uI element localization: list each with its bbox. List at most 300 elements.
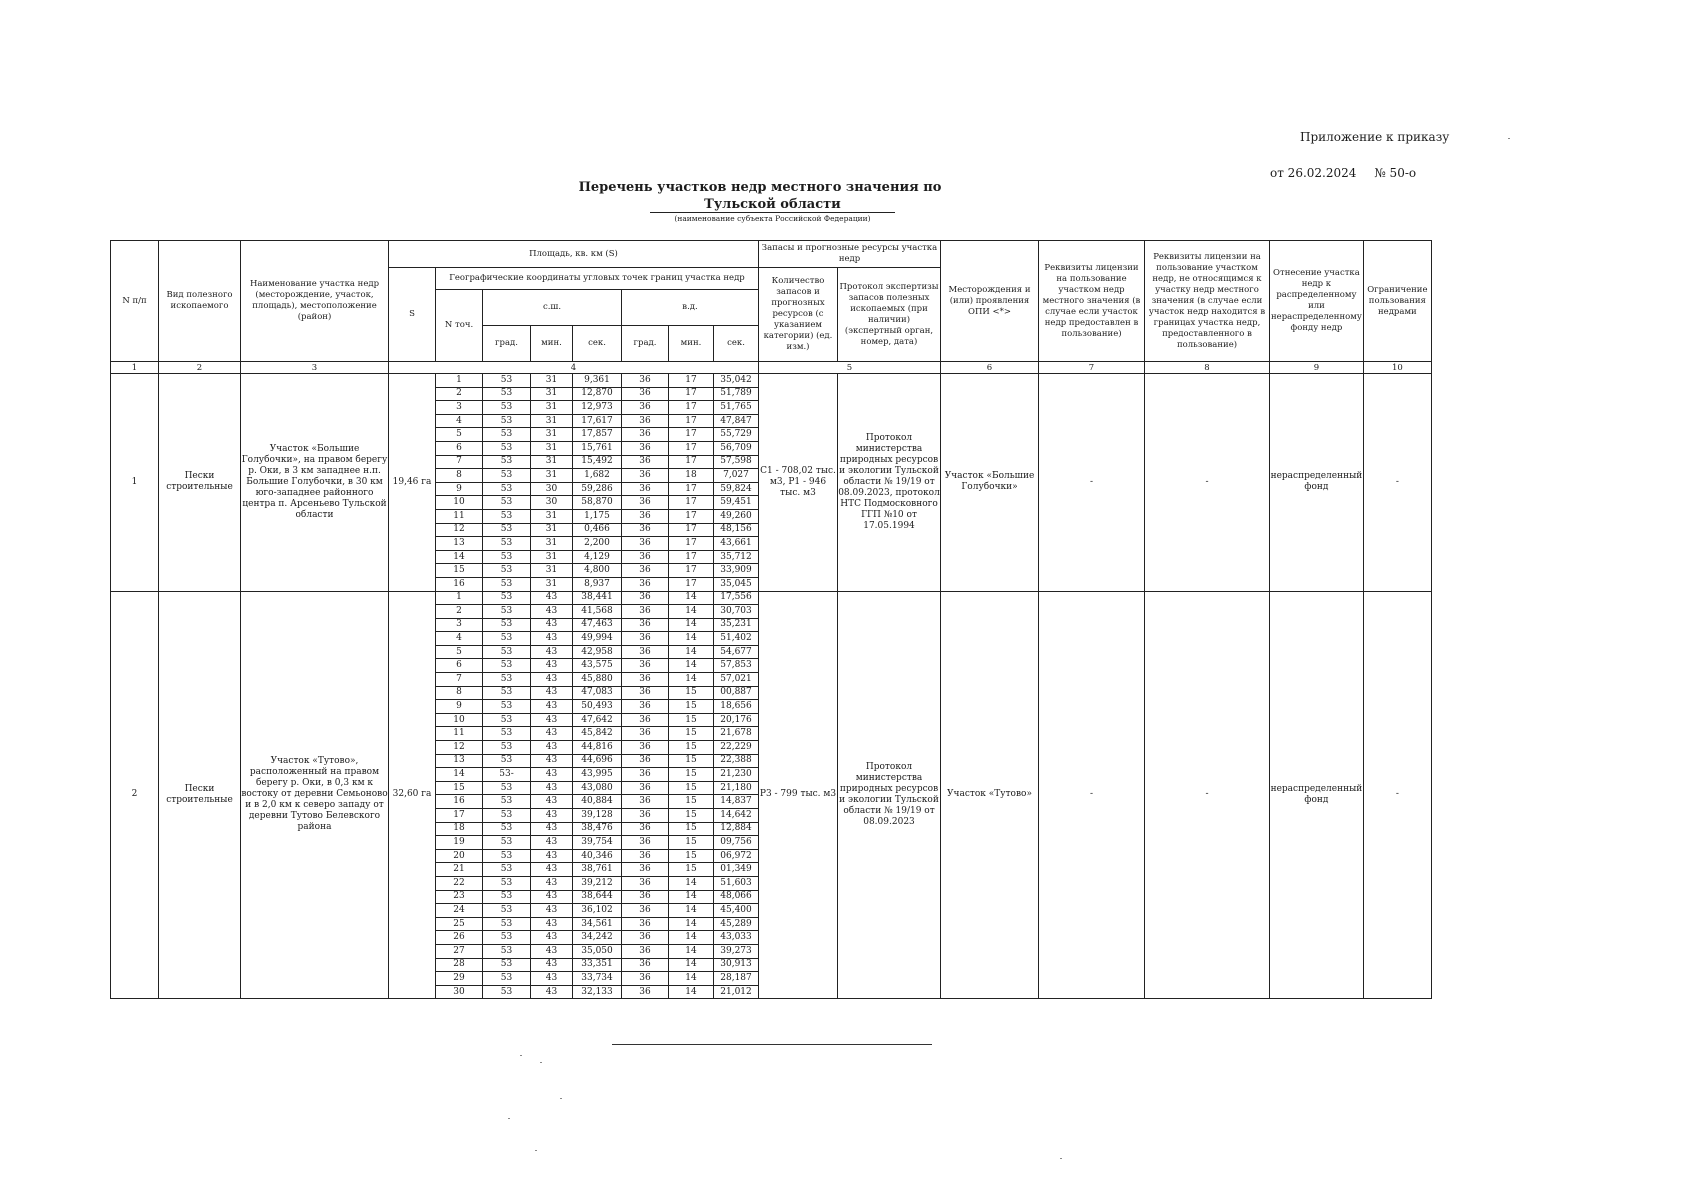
lon-seconds: 51,402: [714, 632, 759, 646]
lon-seconds: 28,187: [714, 972, 759, 986]
lon-minutes: 17: [669, 550, 714, 564]
column-number: 1: [111, 362, 159, 374]
lon-seconds: 57,598: [714, 455, 759, 469]
lon-minutes: 14: [669, 985, 714, 999]
lat-seconds: 2,200: [573, 537, 622, 551]
header-site-name: Наименование участка недр (месторождение, участок, площадь), местоположение (район): [241, 241, 389, 362]
lon-minutes: 17: [669, 496, 714, 510]
lon-seconds: 35,045: [714, 577, 759, 591]
lat-degrees: 53: [483, 673, 531, 687]
lat-seconds: 32,133: [573, 985, 622, 999]
lon-degrees: 36: [622, 591, 669, 605]
lat-minutes: 31: [531, 387, 573, 401]
lat-degrees: 53: [483, 537, 531, 551]
point-number: 16: [436, 577, 483, 591]
lon-degrees: 36: [622, 645, 669, 659]
lat-degrees: 53: [483, 917, 531, 931]
lat-degrees: 53: [483, 781, 531, 795]
lon-seconds: 18,656: [714, 700, 759, 714]
lon-seconds: 48,156: [714, 523, 759, 537]
appendix-label: Приложение к приказу: [1300, 130, 1450, 144]
lon-minutes: 15: [669, 727, 714, 741]
lat-degrees: 53: [483, 401, 531, 415]
lon-degrees: 36: [622, 577, 669, 591]
header-lon-sec: сек.: [714, 326, 759, 362]
lon-minutes: 14: [669, 659, 714, 673]
lon-degrees: 36: [622, 550, 669, 564]
lat-minutes: 43: [531, 659, 573, 673]
lat-minutes: 31: [531, 523, 573, 537]
lat-minutes: 43: [531, 972, 573, 986]
point-number: 1: [436, 591, 483, 605]
lat-degrees: 53: [483, 795, 531, 809]
lon-seconds: 45,289: [714, 917, 759, 931]
lat-minutes: 43: [531, 618, 573, 632]
plot-restrictions: -: [1363, 591, 1431, 999]
lon-seconds: 21,678: [714, 727, 759, 741]
lon-degrees: 36: [622, 741, 669, 755]
point-number: 24: [436, 904, 483, 918]
lat-seconds: 8,937: [573, 577, 622, 591]
lon-minutes: 17: [669, 537, 714, 551]
plot-license-within: -: [1039, 591, 1145, 999]
lat-seconds: 45,842: [573, 727, 622, 741]
point-number: 12: [436, 523, 483, 537]
lon-seconds: 35,231: [714, 618, 759, 632]
lon-minutes: 17: [669, 387, 714, 401]
lat-degrees: 53: [483, 985, 531, 999]
lat-seconds: 47,083: [573, 686, 622, 700]
lon-minutes: 17: [669, 441, 714, 455]
lat-degrees: 53: [483, 822, 531, 836]
lat-minutes: 43: [531, 944, 573, 958]
bottom-rule: [612, 1044, 932, 1045]
lat-seconds: 43,080: [573, 781, 622, 795]
document-title: Перечень участков недр местного значения по: [578, 180, 942, 195]
point-number: 15: [436, 781, 483, 795]
lat-minutes: 43: [531, 645, 573, 659]
lon-minutes: 15: [669, 741, 714, 755]
lat-seconds: 38,476: [573, 822, 622, 836]
lat-seconds: 44,816: [573, 741, 622, 755]
lat-degrees: 53: [483, 523, 531, 537]
lat-degrees: 53: [483, 686, 531, 700]
plot-mineral: Пески строительные: [159, 374, 241, 592]
lon-seconds: 49,260: [714, 509, 759, 523]
plot-number: 1: [111, 374, 159, 592]
lon-degrees: 36: [622, 414, 669, 428]
lat-seconds: 43,995: [573, 768, 622, 782]
lat-degrees: 53: [483, 727, 531, 741]
lat-degrees: 53: [483, 713, 531, 727]
lon-seconds: 59,451: [714, 496, 759, 510]
lat-minutes: 43: [531, 686, 573, 700]
lon-degrees: 36: [622, 509, 669, 523]
lat-seconds: 36,102: [573, 904, 622, 918]
lon-degrees: 36: [622, 727, 669, 741]
lat-degrees: 53: [483, 904, 531, 918]
lat-seconds: 34,561: [573, 917, 622, 931]
point-number: 20: [436, 849, 483, 863]
lon-seconds: 59,824: [714, 482, 759, 496]
lon-minutes: 17: [669, 428, 714, 442]
column-number: 8: [1145, 362, 1270, 374]
lat-degrees: 53: [483, 374, 531, 388]
lon-degrees: 36: [622, 537, 669, 551]
lon-seconds: 47,847: [714, 414, 759, 428]
lat-seconds: 35,050: [573, 944, 622, 958]
lon-degrees: 36: [622, 455, 669, 469]
lat-degrees: 53: [483, 414, 531, 428]
point-number: 5: [436, 428, 483, 442]
lat-seconds: 40,884: [573, 795, 622, 809]
lon-degrees: 36: [622, 836, 669, 850]
lon-seconds: 21,230: [714, 768, 759, 782]
table-row: [111, 591, 1432, 605]
lat-seconds: 33,351: [573, 958, 622, 972]
lat-minutes: 43: [531, 958, 573, 972]
plot-deposit: Участок «Большие Голубочки»: [941, 374, 1039, 592]
point-number: 10: [436, 713, 483, 727]
lat-degrees: 53: [483, 632, 531, 646]
header-mineral: Вид полезного ископаемого: [159, 241, 241, 362]
lon-degrees: 36: [622, 713, 669, 727]
lon-minutes: 15: [669, 754, 714, 768]
column-number: 7: [1039, 362, 1145, 374]
lat-minutes: 43: [531, 836, 573, 850]
lon-minutes: 15: [669, 849, 714, 863]
point-number: 10: [436, 496, 483, 510]
lat-seconds: 38,644: [573, 890, 622, 904]
lat-seconds: 39,128: [573, 809, 622, 823]
table-body: [111, 362, 1432, 999]
point-number: 2: [436, 605, 483, 619]
point-number: 21: [436, 863, 483, 877]
lat-seconds: 33,734: [573, 972, 622, 986]
lat-degrees: 53: [483, 509, 531, 523]
plot-license-within: -: [1039, 374, 1145, 592]
lon-degrees: 36: [622, 876, 669, 890]
region-name: Тульской области: [650, 197, 895, 213]
lon-seconds: 20,176: [714, 713, 759, 727]
point-number: 4: [436, 632, 483, 646]
header-point-blank: N точ.: [436, 290, 483, 362]
lon-minutes: 15: [669, 768, 714, 782]
column-number: 2: [159, 362, 241, 374]
lat-minutes: 43: [531, 985, 573, 999]
point-number: 13: [436, 537, 483, 551]
lon-seconds: 39,273: [714, 944, 759, 958]
lat-degrees: 53: [483, 836, 531, 850]
plot-area: 32,60 га: [389, 591, 436, 999]
header-lon-deg: град.: [622, 326, 669, 362]
lat-degrees: 53: [483, 387, 531, 401]
lat-seconds: 49,994: [573, 632, 622, 646]
header-lat-min: мин.: [531, 326, 573, 362]
lon-minutes: 15: [669, 781, 714, 795]
lat-minutes: 31: [531, 374, 573, 388]
point-number: 16: [436, 795, 483, 809]
lon-degrees: 36: [622, 605, 669, 619]
lon-degrees: 36: [622, 523, 669, 537]
lat-minutes: 43: [531, 713, 573, 727]
lat-seconds: 4,129: [573, 550, 622, 564]
lat-minutes: 43: [531, 917, 573, 931]
point-number: 8: [436, 686, 483, 700]
lat-seconds: 4,800: [573, 564, 622, 578]
lon-seconds: 48,066: [714, 890, 759, 904]
lon-minutes: 17: [669, 509, 714, 523]
column-number: 9: [1270, 362, 1364, 374]
lat-minutes: 31: [531, 455, 573, 469]
lon-degrees: 36: [622, 401, 669, 415]
lon-degrees: 36: [622, 917, 669, 931]
header-license-other: Реквизиты лицензии на пользование участком недр, не относящимся к участку недр местного значения (в случае если участок недр находится в границах участка недр, предоставленного в пользование): [1145, 241, 1270, 362]
lat-seconds: 15,761: [573, 441, 622, 455]
header-fund: Отнесение участка недр к распределенному или нераспределенному фонду недр: [1270, 241, 1364, 362]
lat-minutes: 31: [531, 469, 573, 483]
lat-degrees: 53: [483, 605, 531, 619]
lon-degrees: 36: [622, 374, 669, 388]
lon-seconds: 22,229: [714, 741, 759, 755]
lon-seconds: 56,709: [714, 441, 759, 455]
lon-minutes: 14: [669, 890, 714, 904]
lat-minutes: 43: [531, 890, 573, 904]
header-lat: с.ш.: [483, 290, 622, 326]
lat-minutes: 31: [531, 550, 573, 564]
lat-seconds: 47,463: [573, 618, 622, 632]
header-lon: в.д.: [622, 290, 759, 326]
point-number: 11: [436, 509, 483, 523]
lat-minutes: 43: [531, 754, 573, 768]
lat-minutes: 31: [531, 414, 573, 428]
point-number: 15: [436, 564, 483, 578]
lon-seconds: 51,789: [714, 387, 759, 401]
point-number: 14: [436, 768, 483, 782]
lon-seconds: 14,642: [714, 809, 759, 823]
lon-minutes: 17: [669, 455, 714, 469]
lon-minutes: 17: [669, 482, 714, 496]
lat-degrees: 53: [483, 700, 531, 714]
plot-number: 2: [111, 591, 159, 999]
point-number: 1: [436, 374, 483, 388]
lon-minutes: 14: [669, 972, 714, 986]
lat-degrees: 53: [483, 972, 531, 986]
point-number: 3: [436, 401, 483, 415]
scan-speck: [520, 1055, 522, 1056]
lon-minutes: 15: [669, 686, 714, 700]
lat-seconds: 9,361: [573, 374, 622, 388]
lat-seconds: 34,242: [573, 931, 622, 945]
lat-seconds: 17,857: [573, 428, 622, 442]
lat-degrees: 53: [483, 591, 531, 605]
lon-degrees: 36: [622, 754, 669, 768]
lat-minutes: 43: [531, 822, 573, 836]
plot-license-other: -: [1145, 591, 1270, 999]
lon-degrees: 36: [622, 659, 669, 673]
lat-minutes: 43: [531, 795, 573, 809]
point-number: 7: [436, 673, 483, 687]
scan-speck: [560, 1098, 562, 1099]
point-number: 17: [436, 809, 483, 823]
lat-minutes: 30: [531, 496, 573, 510]
lon-degrees: 36: [622, 781, 669, 795]
order-reference: [1270, 166, 1416, 180]
lon-minutes: 14: [669, 591, 714, 605]
lat-minutes: 43: [531, 781, 573, 795]
lon-seconds: 21,180: [714, 781, 759, 795]
lat-seconds: 38,441: [573, 591, 622, 605]
header-license-within: Реквизиты лицензии на пользование участком недр местного значения (в случае если участок недр предоставлен в пользование): [1039, 241, 1145, 362]
lat-seconds: 45,880: [573, 673, 622, 687]
lat-minutes: 43: [531, 849, 573, 863]
lat-minutes: 31: [531, 537, 573, 551]
point-number: 18: [436, 822, 483, 836]
header-lat-deg: град.: [483, 326, 531, 362]
plot-restrictions: -: [1363, 374, 1431, 592]
lat-minutes: 43: [531, 863, 573, 877]
lat-seconds: 12,870: [573, 387, 622, 401]
lon-degrees: 36: [622, 469, 669, 483]
plot-site-name: Участок «Большие Голубочки», на правом берегу р. Оки, в 3 км западнее н.п. Большие Голубочки, в 30 км юго-западнее районного центра п. Арсеньево Тульской области: [241, 374, 389, 592]
header-lon-min: мин.: [669, 326, 714, 362]
point-number: 3: [436, 618, 483, 632]
lon-minutes: 15: [669, 713, 714, 727]
lon-minutes: 15: [669, 836, 714, 850]
lon-degrees: 36: [622, 904, 669, 918]
point-number: 14: [436, 550, 483, 564]
plot-reserves-quantity: Р3 - 799 тыс. м3: [759, 591, 838, 999]
lon-minutes: 14: [669, 931, 714, 945]
lon-minutes: 14: [669, 645, 714, 659]
point-number: 26: [436, 931, 483, 945]
lon-degrees: 36: [622, 564, 669, 578]
lon-degrees: 36: [622, 985, 669, 999]
lon-seconds: 35,042: [714, 374, 759, 388]
lon-seconds: 57,853: [714, 659, 759, 673]
lat-seconds: 39,754: [573, 836, 622, 850]
lat-degrees: 53: [483, 428, 531, 442]
lon-degrees: 36: [622, 944, 669, 958]
lat-minutes: 30: [531, 482, 573, 496]
table-row: [111, 374, 1432, 388]
lat-minutes: 31: [531, 509, 573, 523]
point-number: 5: [436, 645, 483, 659]
lat-degrees: 53: [483, 577, 531, 591]
plot-area: 19,46 га: [389, 374, 436, 592]
lat-seconds: 1,682: [573, 469, 622, 483]
subsoil-plots-table: [110, 240, 1432, 999]
lat-degrees: 53: [483, 754, 531, 768]
lat-degrees: 53: [483, 482, 531, 496]
lon-minutes: 15: [669, 809, 714, 823]
lon-seconds: 12,884: [714, 822, 759, 836]
plot-fund: нераспределенный фонд: [1270, 591, 1364, 999]
lon-minutes: 17: [669, 401, 714, 415]
point-number: 13: [436, 754, 483, 768]
lat-degrees: 53: [483, 455, 531, 469]
lon-degrees: 36: [622, 972, 669, 986]
column-number: 10: [1363, 362, 1431, 374]
lat-seconds: 1,175: [573, 509, 622, 523]
lon-minutes: 17: [669, 374, 714, 388]
plot-fund: нераспределенный фонд: [1270, 374, 1364, 592]
lat-degrees: 53: [483, 849, 531, 863]
lon-minutes: 14: [669, 632, 714, 646]
point-number: 8: [436, 469, 483, 483]
header-protocol: Протокол экспертизы запасов полезных ископаемых (при наличии) (экспертный орган, номер, дата): [838, 268, 941, 362]
point-number: 19: [436, 836, 483, 850]
lon-seconds: 45,400: [714, 904, 759, 918]
lon-seconds: 14,837: [714, 795, 759, 809]
scan-speck: [535, 1150, 537, 1151]
lat-degrees: 53: [483, 469, 531, 483]
lat-seconds: 38,761: [573, 863, 622, 877]
lon-degrees: 36: [622, 428, 669, 442]
lon-degrees: 36: [622, 849, 669, 863]
header-area: Площадь, кв. км (S): [389, 241, 759, 268]
lon-minutes: 18: [669, 469, 714, 483]
lon-seconds: 33,909: [714, 564, 759, 578]
lon-seconds: 00,887: [714, 686, 759, 700]
lat-minutes: 43: [531, 809, 573, 823]
lon-minutes: 15: [669, 795, 714, 809]
lat-degrees: 53: [483, 944, 531, 958]
lat-minutes: 43: [531, 727, 573, 741]
lat-degrees: 53: [483, 550, 531, 564]
point-number: 7: [436, 455, 483, 469]
lat-minutes: 43: [531, 931, 573, 945]
lat-degrees: 53: [483, 659, 531, 673]
lon-degrees: 36: [622, 618, 669, 632]
lon-minutes: 15: [669, 700, 714, 714]
lon-degrees: 36: [622, 700, 669, 714]
lon-seconds: 51,765: [714, 401, 759, 415]
lat-degrees: 53-: [483, 768, 531, 782]
column-number: 6: [941, 362, 1039, 374]
lat-seconds: 12,973: [573, 401, 622, 415]
lat-degrees: 53: [483, 863, 531, 877]
column-number: 3: [241, 362, 389, 374]
header-s: S: [389, 268, 436, 362]
lon-degrees: 36: [622, 387, 669, 401]
lon-minutes: 14: [669, 876, 714, 890]
lon-minutes: 17: [669, 414, 714, 428]
lat-minutes: 43: [531, 605, 573, 619]
lon-seconds: 30,913: [714, 958, 759, 972]
point-number: 11: [436, 727, 483, 741]
point-number: 9: [436, 700, 483, 714]
lon-degrees: 36: [622, 863, 669, 877]
lon-seconds: 43,661: [714, 537, 759, 551]
lat-minutes: 43: [531, 904, 573, 918]
lat-minutes: 43: [531, 876, 573, 890]
header-geo: Географические координаты угловых точек границ участка недр: [436, 268, 759, 290]
lat-minutes: 31: [531, 577, 573, 591]
scan-speck: [1508, 138, 1510, 139]
point-number: 30: [436, 985, 483, 999]
lat-seconds: 44,696: [573, 754, 622, 768]
lon-seconds: 43,033: [714, 931, 759, 945]
plot-expertise-protocol: Протокол министерства природных ресурсов и экологии Тульской области № 19/19 от 08.09.2023, протокол НТС Подмосковного ГГП №10 от 17.05.1994: [838, 374, 941, 592]
header-deposit: Месторождения и (или) проявления ОПИ <*>: [941, 241, 1039, 362]
subject-note: (наименование субъекта Российской Федерации): [674, 214, 871, 223]
lat-seconds: 40,346: [573, 849, 622, 863]
lat-degrees: 53: [483, 645, 531, 659]
scan-speck: [540, 1062, 542, 1063]
lon-seconds: 01,349: [714, 863, 759, 877]
lon-minutes: 14: [669, 944, 714, 958]
